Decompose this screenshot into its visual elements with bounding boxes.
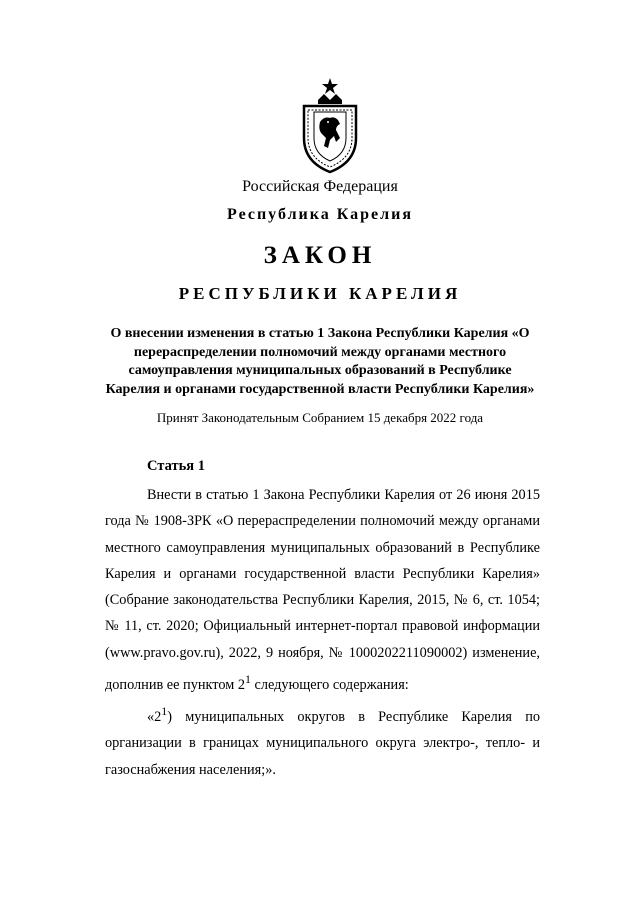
document-type-sub: РЕСПУБЛИКИ КАРЕЛИЯ: [178, 284, 462, 303]
article-paragraph-1: Внести в статью 1 Закона Республики Карелия от 26 июня 2015 года № 1908-ЗРК «О перераспределении полномочий между органами местного самоуправления муниципальных образований в Республике Карелия и органами государственной власти Республики Карелия» (Собрание законодательства Республики Карелия, 2015, № 6, ст. 1054; № 11, ст. 2020; Официальный интернет-портал правовой информации (www.pravo.gov.ru), 2022, 9 ноября, № 1000202211090002) изменение, дополнив ее пунктом $2^1$ следующего содержания:: [105, 487, 540, 693]
coat-of-arms-emblem: [298, 76, 362, 174]
document-type: ЗАКОН: [263, 242, 377, 269]
country-heading: Российская Федерация: [242, 178, 398, 195]
adoption-note: Принят Законодательным Собранием 15 декабря 2022 года: [156, 410, 484, 425]
law-title: О внесении изменения в статью 1 Закона Республики Карелия «О перераспределении полномочий между органами местного самоуправления муниципальных образований в Республике Карелия и органами государственной власти Республики Карелия»: [105, 326, 535, 398]
article-body: [105, 482, 540, 783]
star-icon: [322, 78, 338, 94]
republic-heading: Республика Карелия: [227, 206, 413, 223]
article-paragraph-2: «$2^1$) муниципальных округов в Республике Карелия по организации в границах муниципального округа электро-, тепло- и газоснабжения населения;».: [105, 704, 540, 778]
article-heading: Статья 1: [147, 458, 205, 474]
